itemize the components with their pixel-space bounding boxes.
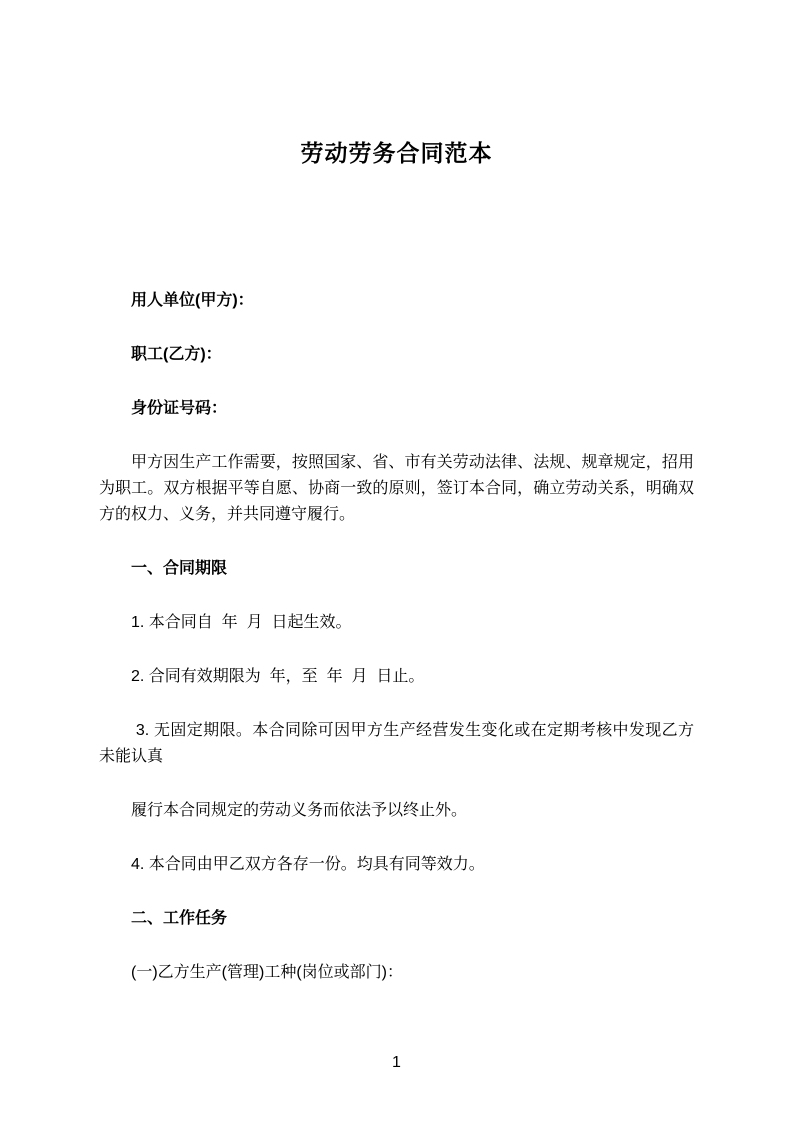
section-1-clause-3-continuation: 履行本合同规定的劳动义务而依法予以终止外。 xyxy=(131,802,468,819)
document-title: 劳动劳务合同范本 xyxy=(300,140,493,166)
section-1-clause-2: 2. 合同有效期限为 年，至 年 月 日止。 xyxy=(131,668,425,685)
employer-party-label: 用人单位(甲方)： xyxy=(131,292,254,309)
section-1-heading: 一、合同期限 xyxy=(131,560,228,577)
section-2-clause-1: (一)乙方生产(管理)工种(岗位或部门)： xyxy=(131,964,403,981)
intro-paragraph: 甲方因生产工作需要，按照国家、省、市有关劳动法律、法规、规章规定，招用为职工。双方根据平等自愿、协商一致的原则，签订本合同，确立劳动关系，明确双方的权力、义务，并共同遵守履行。 xyxy=(99,454,694,523)
id-number-label: 身份证号码： xyxy=(131,400,228,417)
section-1-clause-4: 4. 本合同由甲乙双方各存一份。均具有同等效力。 xyxy=(131,856,485,873)
section-1-clause-1: 1. 本合同自 年 月 日起生效。 xyxy=(131,614,352,631)
section-1-clause-3: 3. 无固定期限。本合同除可因甲方生产经营发生变化或在定期考核中发现乙方未能认真 xyxy=(99,722,694,765)
employee-party-label: 职工(乙方)： xyxy=(131,346,222,363)
page-number: 1 xyxy=(392,1054,401,1071)
section-2-heading: 二、工作任务 xyxy=(131,910,228,927)
